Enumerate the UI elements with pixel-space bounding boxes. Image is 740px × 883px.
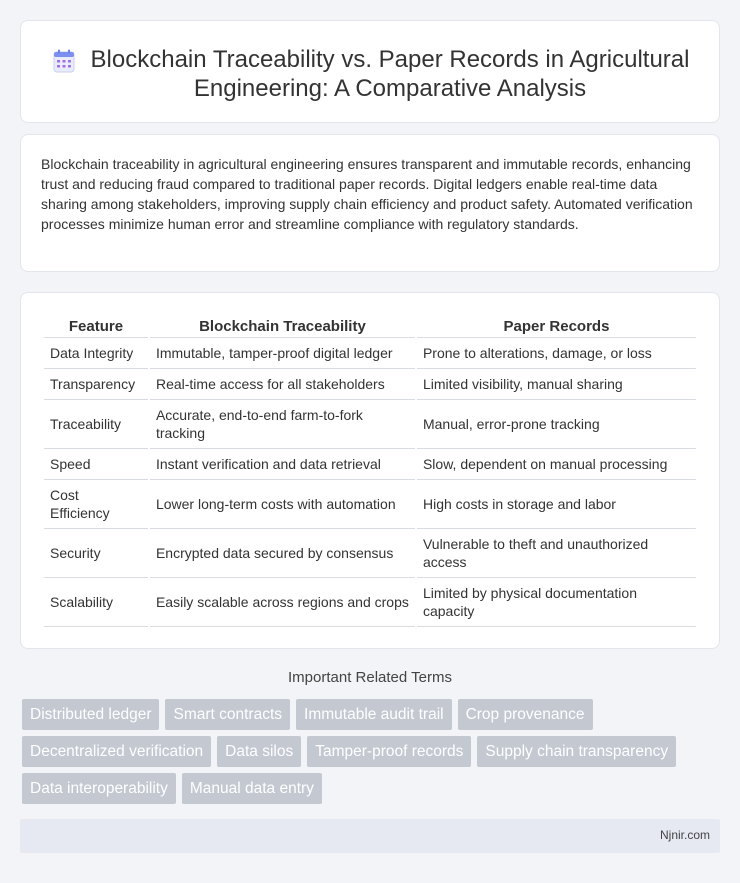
table-row — [44, 338, 696, 369]
column-header-blockchain: Blockchain Traceability — [150, 314, 415, 338]
paper-cell: Limited visibility, manual sharing — [417, 369, 696, 400]
related-terms-list — [22, 699, 712, 804]
related-term-tag[interactable]: Data interoperability — [22, 773, 176, 804]
paper-cell: Vulnerable to theft and unauthorized access — [417, 529, 696, 578]
paper-cell: Manual, error-prone tracking — [417, 400, 696, 449]
related-term-tag[interactable]: Immutable audit trail — [296, 699, 452, 730]
related-term-tag[interactable]: Decentralized verification — [22, 736, 211, 767]
related-term-tag[interactable]: Distributed ledger — [22, 699, 159, 730]
paper-cell: High costs in storage and labor — [417, 480, 696, 529]
comparison-table — [42, 314, 698, 627]
summary-paragraph: Blockchain traceability in agricultural engineering ensures transparent and immutable records, enhancing trust and reducing fraud compared to traditional paper records. Digital ledgers enable real-time data sharing among stakeholders, improving supply chain efficiency and product safety. Automated verification processes minimize human error and streamline compliance with regulatory standards. — [41, 156, 693, 232]
feature-cell: Security — [44, 529, 148, 578]
column-header-paper: Paper Records — [417, 314, 696, 338]
table-row — [44, 400, 696, 449]
related-terms-heading: Important Related Terms — [288, 669, 452, 686]
blockchain-cell: Immutable, tamper-proof digital ledger — [150, 338, 415, 369]
title-card — [20, 20, 720, 123]
related-term-tag[interactable]: Crop provenance — [458, 699, 593, 730]
paper-cell: Limited by physical documentation capacity — [417, 578, 696, 627]
paper-cell: Slow, dependent on manual processing — [417, 449, 696, 480]
table-header-row — [44, 314, 696, 338]
feature-cell: Cost Efficiency — [44, 480, 148, 529]
table-row — [44, 369, 696, 400]
page-title: Blockchain Traceability vs. Paper Records in Agricultural Engineering: A Comparative Analysis — [90, 46, 690, 102]
related-term-tag[interactable]: Tamper-proof records — [307, 736, 471, 767]
blockchain-cell: Encrypted data secured by consensus — [150, 529, 415, 578]
column-header-feature: Feature — [44, 314, 148, 338]
feature-cell: Speed — [44, 449, 148, 480]
blockchain-cell: Lower long-term costs with automation — [150, 480, 415, 529]
blockchain-cell: Instant verification and data retrieval — [150, 449, 415, 480]
feature-cell: Data Integrity — [44, 338, 148, 369]
blockchain-cell: Accurate, end-to-end farm-to-fork tracking — [150, 400, 415, 449]
summary-card — [20, 134, 720, 272]
related-term-tag[interactable]: Manual data entry — [182, 773, 322, 804]
related-term-tag[interactable]: Supply chain transparency — [477, 736, 676, 767]
table-row — [44, 529, 696, 578]
footer — [20, 819, 720, 853]
paper-cell: Prone to alterations, damage, or loss — [417, 338, 696, 369]
comparison-table-card — [20, 292, 720, 649]
table-row — [44, 578, 696, 627]
feature-cell: Transparency — [44, 369, 148, 400]
feature-cell: Scalability — [44, 578, 148, 627]
table-row — [44, 480, 696, 529]
table-row — [44, 449, 696, 480]
blockchain-cell: Easily scalable across regions and crops — [150, 578, 415, 627]
related-term-tag[interactable]: Smart contracts — [165, 699, 290, 730]
feature-cell: Traceability — [44, 400, 148, 449]
site-name[interactable]: Njnir.com — [659, 828, 710, 842]
related-term-tag[interactable]: Data silos — [217, 736, 301, 767]
blockchain-cell: Real-time access for all stakeholders — [150, 369, 415, 400]
